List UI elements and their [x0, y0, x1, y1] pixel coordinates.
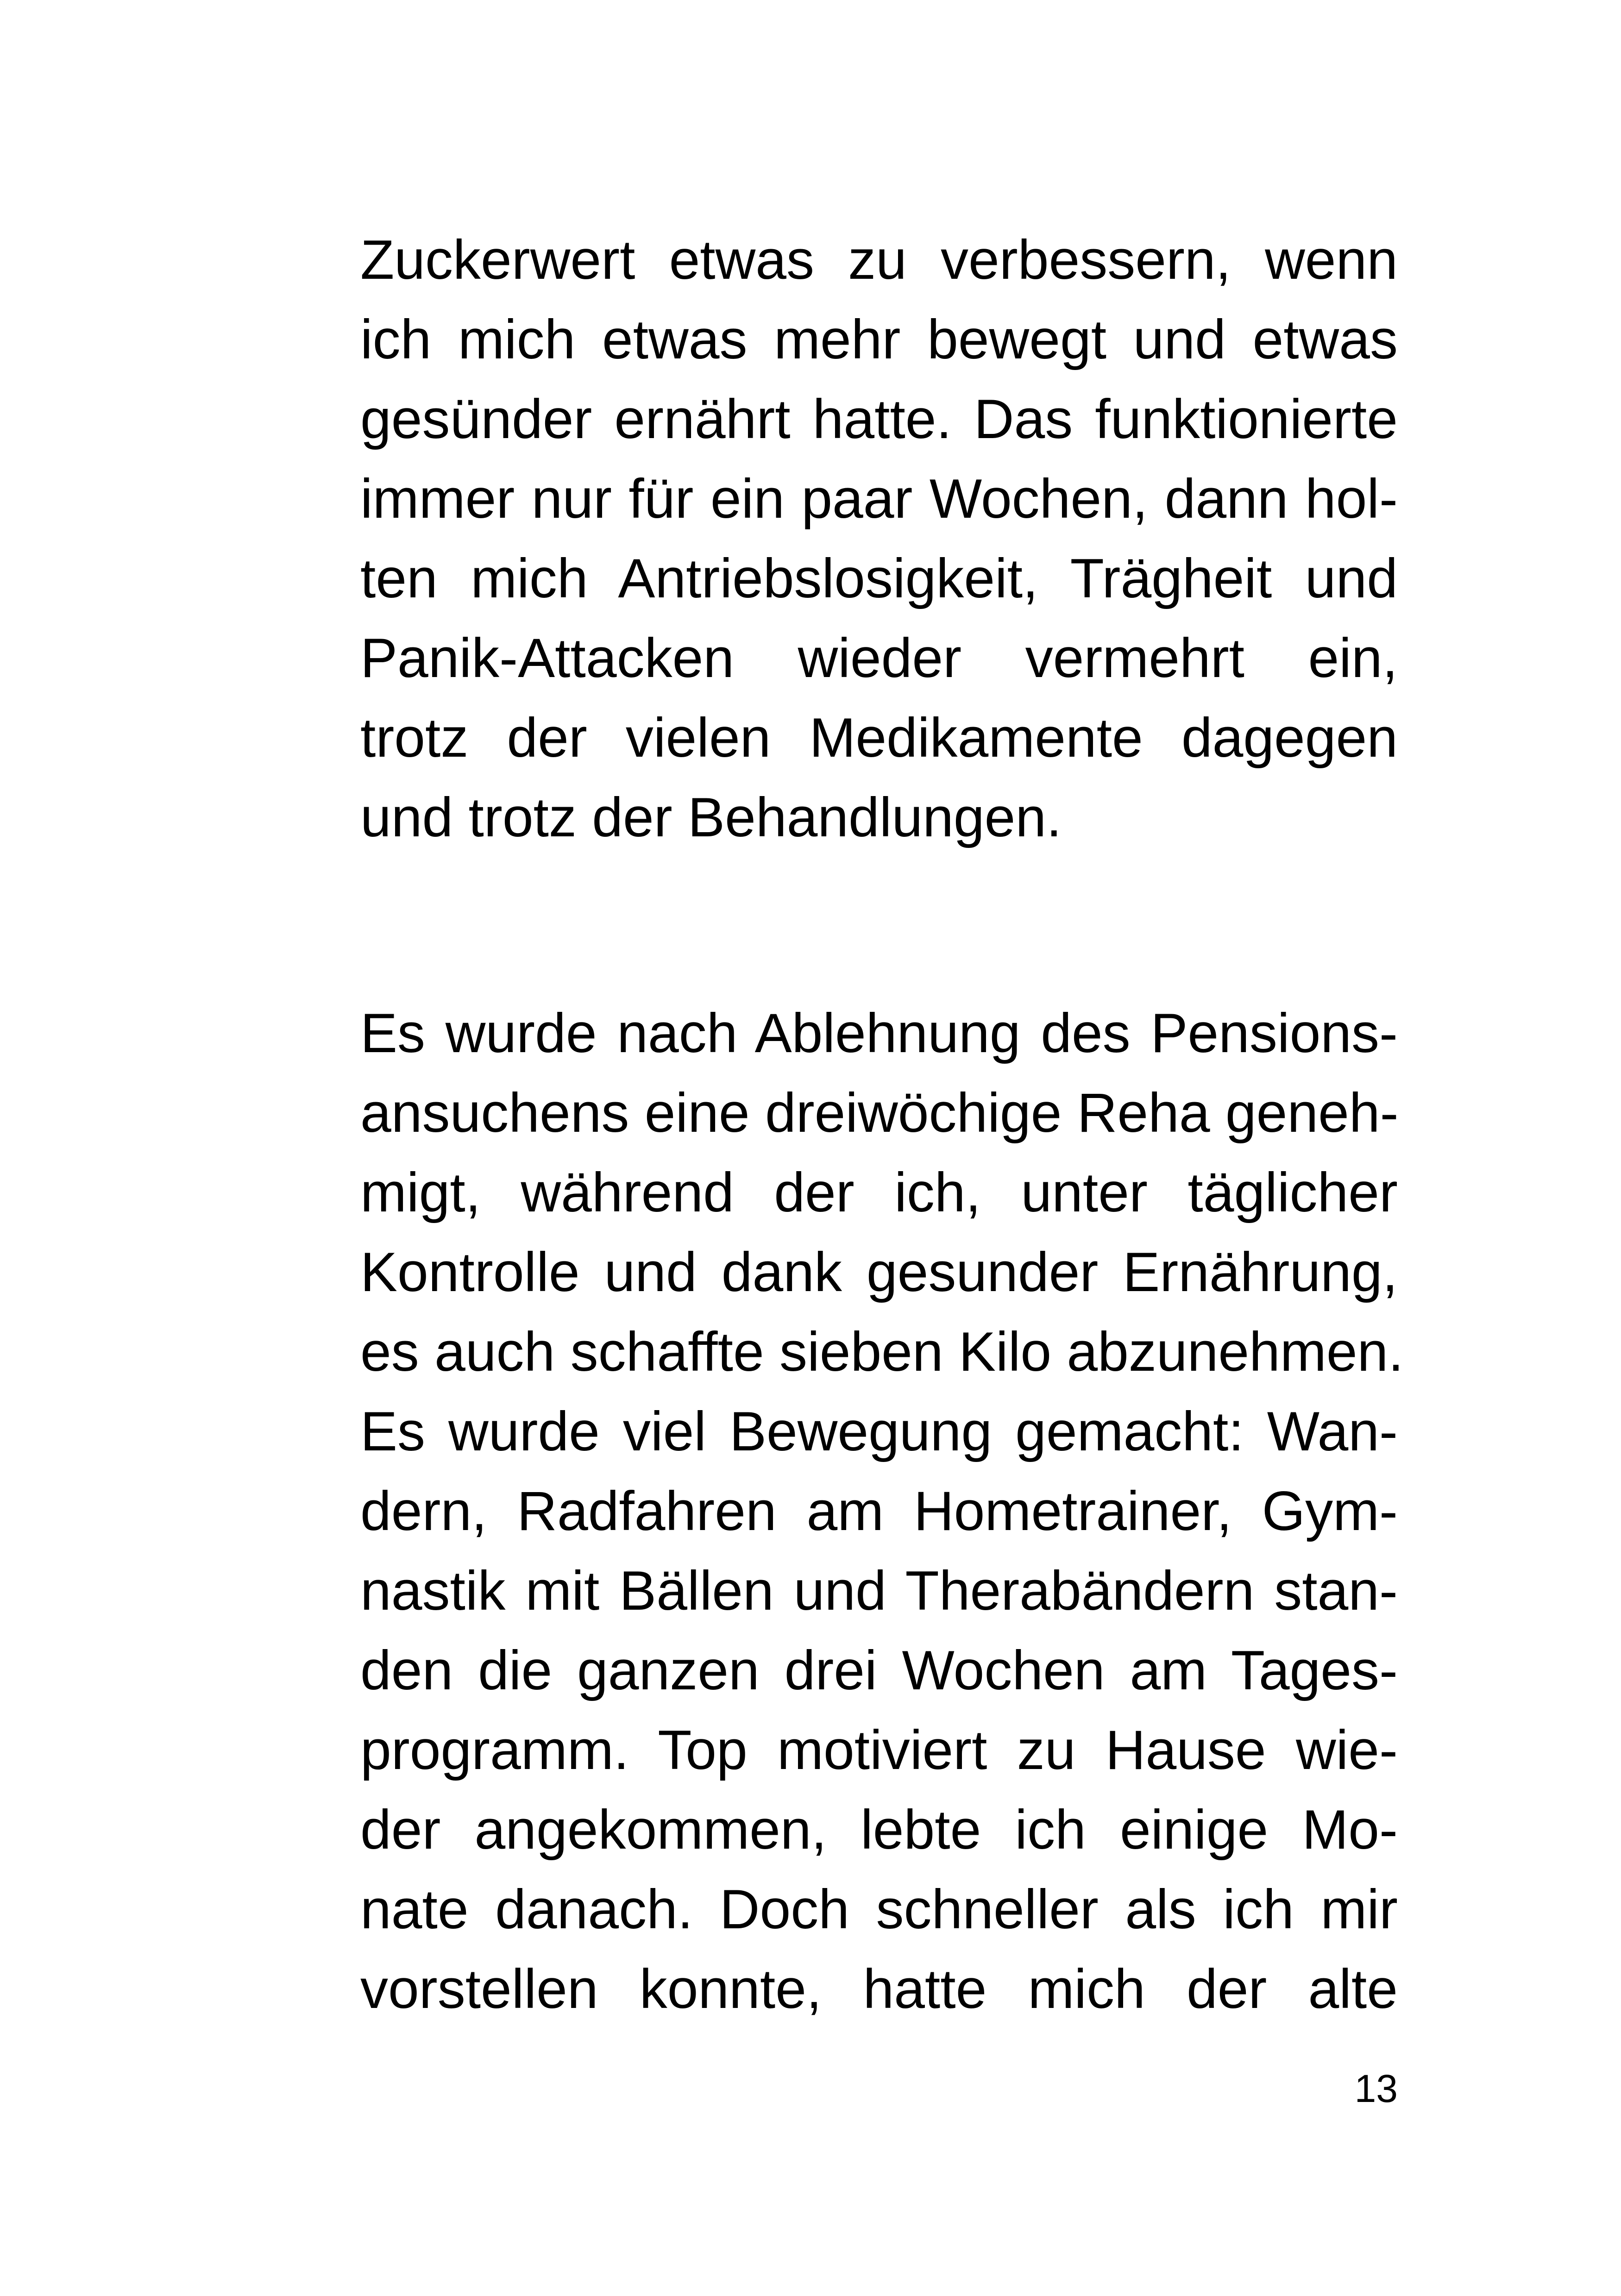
paragraph-1: [360, 220, 1398, 857]
text-line: Zuckerwert etwas zu verbessern, wenn: [360, 229, 1398, 291]
paragraph-2: [360, 993, 1404, 2029]
text-line: vorstellen konnte, hatte mich der alte: [360, 1958, 1398, 2020]
text-line: ansuchens eine dreiwöchige Reha geneh-: [360, 1082, 1399, 1144]
text-line: ten mich Antriebslosigkeit, Trägheit und: [360, 547, 1398, 609]
text-line: Es wurde nach Ablehnung des Pensions-: [360, 1002, 1398, 1064]
page-number: 13: [1354, 2067, 1398, 2110]
text-line: es auch schaffte sieben Kilo abzunehmen.: [360, 1321, 1404, 1383]
text-line: nastik mit Bällen und Therabändern stan-: [360, 1560, 1398, 1622]
text-line: immer nur für ein paar Wochen, dann hol-: [360, 468, 1398, 530]
text-line: Panik-Attacken wieder vermehrt ein,: [360, 627, 1398, 689]
text-line: gesünder ernährt hatte. Das funktionierte: [360, 388, 1398, 450]
text-line: und trotz der Behandlungen.: [360, 786, 1062, 848]
text-line: ich mich etwas mehr bewegt und etwas: [360, 308, 1398, 370]
text-line: dern, Radfahren am Hometrainer, Gym-: [360, 1480, 1398, 1542]
text-line: Es wurde viel Bewegung gemacht: Wan-: [360, 1400, 1398, 1462]
text-line: migt, während der ich, unter täglicher: [360, 1161, 1398, 1223]
text-line: nate danach. Doch schneller als ich mir: [360, 1878, 1398, 1940]
text-line: den die ganzen drei Wochen am Tages-: [360, 1639, 1398, 1701]
text-line: programm. Top motiviert zu Hause wie-: [360, 1719, 1398, 1781]
text-line: der angekommen, lebte ich einige Mo-: [360, 1799, 1398, 1861]
text-line: trotz der vielen Medikamente dagegen: [360, 707, 1398, 769]
text-line: Kontrolle und dank gesunder Ernährung,: [360, 1241, 1398, 1303]
